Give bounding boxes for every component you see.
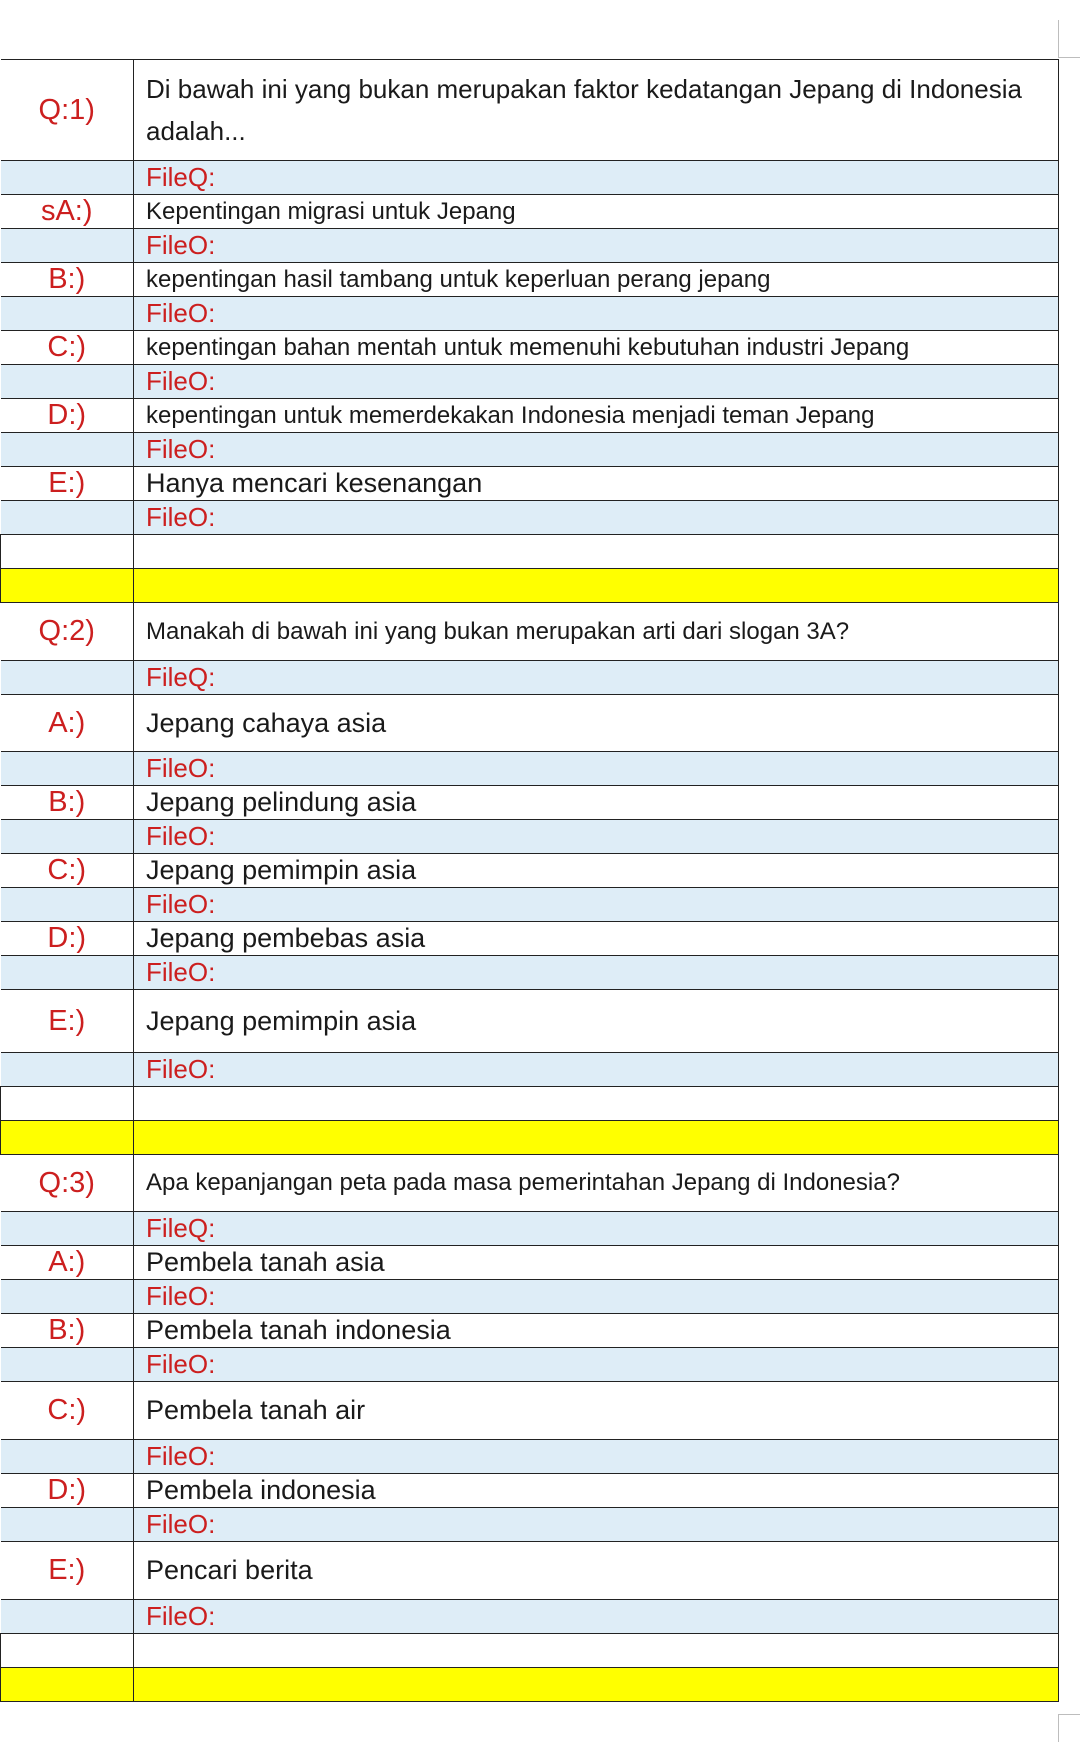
file-option-row — [1, 1440, 1059, 1474]
option-text[interactable]: kepentingan hasil tambang untuk keperluan perang jepang — [134, 263, 1059, 297]
option-row — [1, 854, 1059, 888]
option-label: C:) — [1, 854, 134, 888]
spacer-cell — [134, 535, 1059, 569]
file-question-row — [1, 661, 1059, 695]
file-option-field[interactable]: FileO: — [134, 297, 1059, 331]
file-option-field[interactable]: FileO: — [134, 1348, 1059, 1382]
file-label-cell — [1, 1440, 134, 1474]
quiz-table — [0, 59, 1059, 1702]
option-row — [1, 195, 1059, 229]
question-text[interactable]: Manakah di bawah ini yang bukan merupakan arti dari slogan 3A? — [134, 603, 1059, 661]
separator-cell — [134, 1668, 1059, 1702]
file-question-field[interactable]: FileQ: — [134, 1212, 1059, 1246]
question-text[interactable]: Di bawah ini yang bukan merupakan faktor kedatangan Jepang di Indonesia adalah... — [134, 60, 1059, 161]
separator-cell — [1, 569, 134, 603]
file-label-cell — [1, 1348, 134, 1382]
file-question-row — [1, 1212, 1059, 1246]
option-text[interactable]: kepentingan bahan mentah untuk memenuhi kebutuhan industri Jepang — [134, 331, 1059, 365]
option-text[interactable]: Pembela tanah air — [134, 1382, 1059, 1440]
file-option-field[interactable]: FileO: — [134, 1280, 1059, 1314]
option-label: E:) — [1, 1542, 134, 1600]
file-label-cell — [1, 752, 134, 786]
file-option-field[interactable]: FileO: — [134, 1053, 1059, 1087]
option-text[interactable]: Jepang pemimpin asia — [134, 990, 1059, 1053]
spacer-row — [1, 535, 1059, 569]
file-label-cell — [1, 433, 134, 467]
option-label: C:) — [1, 1382, 134, 1440]
file-label-cell — [1, 888, 134, 922]
spacer-cell — [134, 1087, 1059, 1121]
option-label: E:) — [1, 990, 134, 1053]
page-corner-mark-top — [1058, 20, 1080, 58]
question-text[interactable]: Apa kepanjangan peta pada masa pemerintahan Jepang di Indonesia? — [134, 1155, 1059, 1212]
page-corner-mark-bottom — [1058, 1714, 1080, 1742]
option-row — [1, 695, 1059, 752]
file-option-field[interactable]: FileO: — [134, 501, 1059, 535]
file-label-cell — [1, 229, 134, 263]
option-text[interactable]: Jepang pembebas asia — [134, 922, 1059, 956]
option-row — [1, 1382, 1059, 1440]
option-row — [1, 1246, 1059, 1280]
spacer-cell — [1, 1087, 134, 1121]
file-label-cell — [1, 956, 134, 990]
option-label: B:) — [1, 786, 134, 820]
file-option-field[interactable]: FileO: — [134, 888, 1059, 922]
file-label-cell — [1, 161, 134, 195]
spacer-row — [1, 1087, 1059, 1121]
file-label-cell — [1, 661, 134, 695]
question-label: Q:1) — [1, 60, 134, 161]
separator-row — [1, 1121, 1059, 1155]
file-option-field[interactable]: FileO: — [134, 1600, 1059, 1634]
option-row — [1, 467, 1059, 501]
file-option-field[interactable]: FileO: — [134, 1508, 1059, 1542]
spacer-cell — [1, 1634, 134, 1668]
file-option-row — [1, 297, 1059, 331]
separator-cell — [1, 1121, 134, 1155]
option-label: A:) — [1, 1246, 134, 1280]
question-row — [1, 1155, 1059, 1212]
file-option-row — [1, 433, 1059, 467]
file-question-field[interactable]: FileQ: — [134, 661, 1059, 695]
file-label-cell — [1, 1600, 134, 1634]
file-question-field[interactable]: FileQ: — [134, 161, 1059, 195]
option-row — [1, 1314, 1059, 1348]
file-question-row — [1, 161, 1059, 195]
option-text[interactable]: Jepang pemimpin asia — [134, 854, 1059, 888]
file-label-cell — [1, 365, 134, 399]
option-text[interactable]: Jepang pelindung asia — [134, 786, 1059, 820]
option-row — [1, 786, 1059, 820]
option-row — [1, 922, 1059, 956]
file-option-field[interactable]: FileO: — [134, 365, 1059, 399]
file-option-row — [1, 1280, 1059, 1314]
file-option-row — [1, 752, 1059, 786]
separator-cell — [134, 1121, 1059, 1155]
file-option-field[interactable]: FileO: — [134, 820, 1059, 854]
option-label: sA:) — [1, 195, 134, 229]
option-row — [1, 990, 1059, 1053]
option-text[interactable]: Pembela tanah indonesia — [134, 1314, 1059, 1348]
option-row — [1, 263, 1059, 297]
file-label-cell — [1, 1508, 134, 1542]
file-label-cell — [1, 297, 134, 331]
separator-row — [1, 569, 1059, 603]
file-label-cell — [1, 1280, 134, 1314]
option-label: E:) — [1, 467, 134, 501]
option-label: A:) — [1, 695, 134, 752]
file-option-field[interactable]: FileO: — [134, 956, 1059, 990]
separator-cell — [134, 569, 1059, 603]
file-option-row — [1, 1053, 1059, 1087]
option-text[interactable]: Pembela tanah asia — [134, 1246, 1059, 1280]
file-option-row — [1, 1348, 1059, 1382]
file-option-row — [1, 1600, 1059, 1634]
file-option-row — [1, 1508, 1059, 1542]
option-text[interactable]: Kepentingan migrasi untuk Jepang — [134, 195, 1059, 229]
option-label: B:) — [1, 1314, 134, 1348]
file-option-field[interactable]: FileO: — [134, 752, 1059, 786]
option-row — [1, 1474, 1059, 1508]
file-option-row — [1, 365, 1059, 399]
option-label: B:) — [1, 263, 134, 297]
option-text[interactable]: Pembela indonesia — [134, 1474, 1059, 1508]
spacer-cell — [134, 1634, 1059, 1668]
question-label: Q:2) — [1, 603, 134, 661]
separator-row — [1, 1668, 1059, 1702]
file-option-field[interactable]: FileO: — [134, 229, 1059, 263]
option-row — [1, 1542, 1059, 1600]
file-option-row — [1, 229, 1059, 263]
option-text[interactable]: kepentingan untuk memerdekakan Indonesia menjadi teman Jepang — [134, 399, 1059, 433]
option-label: D:) — [1, 1474, 134, 1508]
option-label: D:) — [1, 399, 134, 433]
option-text[interactable]: Jepang cahaya asia — [134, 695, 1059, 752]
file-label-cell — [1, 820, 134, 854]
file-label-cell — [1, 501, 134, 535]
file-label-cell — [1, 1053, 134, 1087]
option-label: C:) — [1, 331, 134, 365]
option-row — [1, 399, 1059, 433]
file-option-row — [1, 888, 1059, 922]
question-row — [1, 60, 1059, 161]
option-label: D:) — [1, 922, 134, 956]
file-option-field[interactable]: FileO: — [134, 1440, 1059, 1474]
file-option-row — [1, 820, 1059, 854]
file-option-row — [1, 501, 1059, 535]
file-option-row — [1, 956, 1059, 990]
option-text[interactable]: Hanya mencari kesenangan — [134, 467, 1059, 501]
separator-cell — [1, 1668, 134, 1702]
option-row — [1, 331, 1059, 365]
spacer-row — [1, 1634, 1059, 1668]
spacer-cell — [1, 535, 134, 569]
file-label-cell — [1, 1212, 134, 1246]
option-text[interactable]: Pencari berita — [134, 1542, 1059, 1600]
question-row — [1, 603, 1059, 661]
question-label: Q:3) — [1, 1155, 134, 1212]
file-option-field[interactable]: FileO: — [134, 433, 1059, 467]
